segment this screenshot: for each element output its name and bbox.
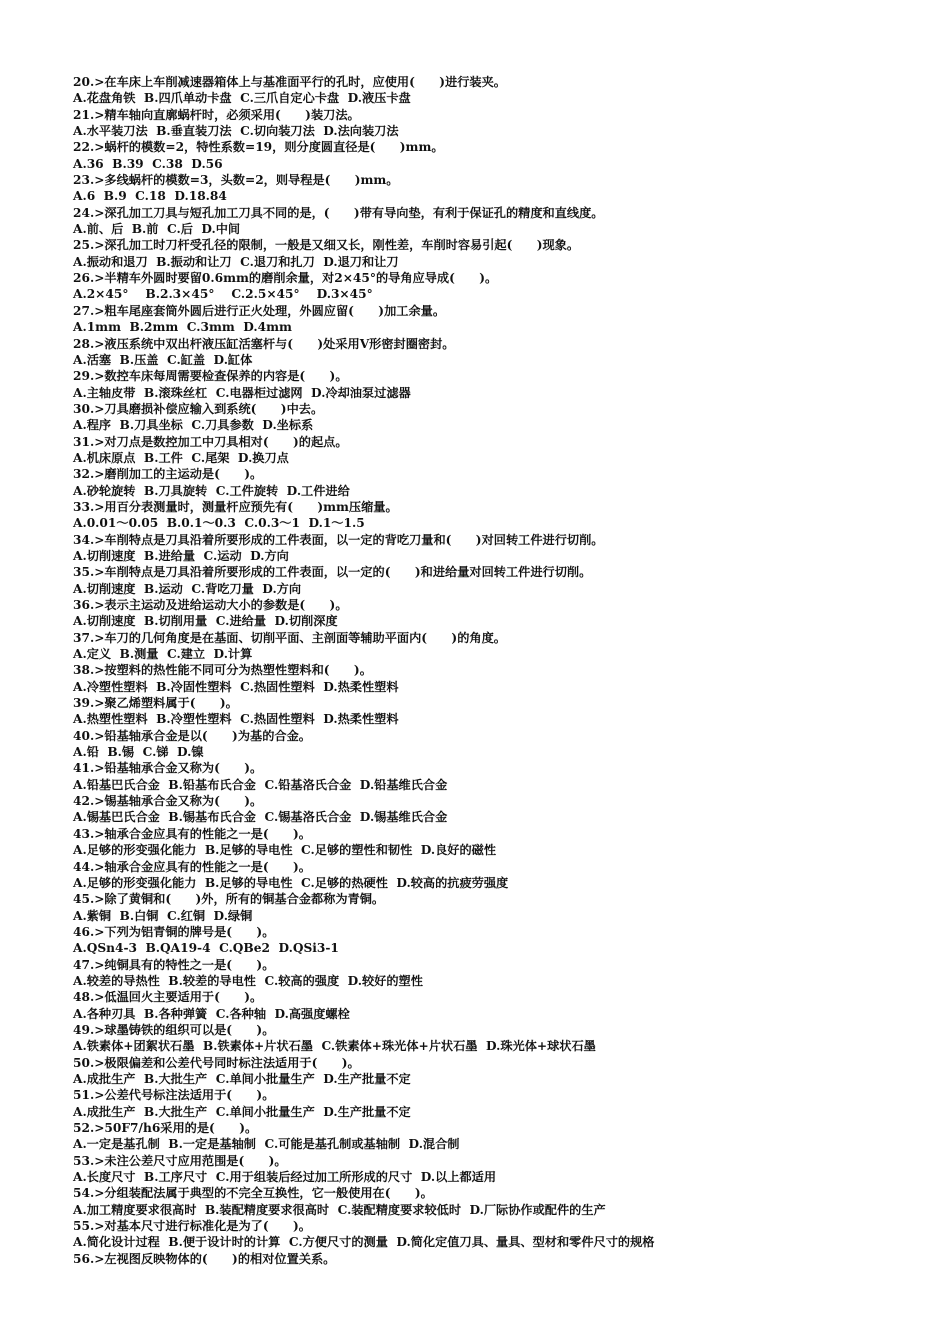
answer-options: A.锡基巴氏合金 B.锡基布氏合金 C.锡基洛氏合金 D.锡基维氏合金 — [73, 810, 448, 825]
question-text: 24.>深孔加工刀具与短孔加工刀具不同的是，( )带有导向垫，有利于保证孔的精度和直线度。 — [73, 205, 604, 220]
question-text: 21.>精车轴向直廓蜗杆时，必须采用( )装刀法。 — [73, 107, 360, 122]
question-text: 29.>数控车床每周需要检查保养的内容是( )。 — [73, 369, 348, 384]
question-text: 27.>粗车尾座套筒外圆后进行正火处理，外圆应留( )加工余量。 — [73, 303, 446, 318]
question-text: 55.>对基本尺寸进行标准化是为了( )。 — [73, 1219, 311, 1234]
answer-options: A.加工精度要求很高时 B.装配精度要求很高时 C.装配精度要求较低时 D.厂际协作或配件的生产 — [73, 1202, 606, 1217]
answer-options: A.定义 B.测量 C.建立 D.计算 — [73, 647, 253, 662]
question-text: 45.>除了黄铜和( )外，所有的铜基合金都称为青铜。 — [73, 892, 385, 907]
answer-options: A.活塞 B.压盖 C.缸盖 D.缸体 — [73, 352, 253, 367]
answer-options: A.水平装刀法 B.垂直装刀法 C.切向装刀法 D.法向装刀法 — [73, 124, 399, 139]
answer-options: A.铁素体+团絮状石墨 B.铁素体+片状石墨 C.铁素体+珠光体+片状石墨 D.珠光体+球状石墨 — [73, 1039, 596, 1054]
question-text: 31.>对刀点是数控加工中刀具相对( )的起点。 — [73, 434, 348, 449]
answer-options: A.前、后 B.前 C.后 D.中间 — [73, 222, 241, 237]
question-text: 49.>球墨铸铁的组织可以是( )。 — [73, 1022, 275, 1037]
question-text: 32.>磨削加工的主运动是( )。 — [73, 467, 263, 482]
question-text: 48.>低温回火主要适用于( )。 — [73, 990, 263, 1005]
question-text: 47.>纯铜具有的特性之一是( )。 — [73, 957, 275, 972]
answer-options: A.铅基巴氏合金 B.铅基布氏合金 C.铅基洛氏合金 D.铅基维氏合金 — [73, 777, 448, 792]
answer-options: A.一定是基孔制 B.一定是基轴制 C.可能是基孔制或基轴制 D.混合制 — [73, 1137, 460, 1152]
answer-options: A.振动和退刀 B.振动和让刀 C.退刀和扎刀 D.退刀和让刀 — [73, 254, 399, 269]
question-text: 36.>表示主运动及进给运动大小的参数是( )。 — [73, 598, 348, 612]
question-text: 41.>铅基轴承合金又称为( )。 — [73, 761, 263, 776]
answer-options: A.紫铜 B.白铜 C.红铜 D.绿铜 — [73, 908, 253, 923]
question-text: 44.>轴承合金应具有的性能之一是( )。 — [73, 859, 311, 874]
question-text: 43.>轴承合金应具有的性能之一是( )。 — [73, 826, 311, 841]
answer-options: A.铅 B.锡 C.锑 D.镍 — [73, 745, 204, 760]
question-text: 35.>车削特点是刀具沿着所要形成的工件表面，以一定的( )和进给量对回转工件进行切削。 — [73, 565, 592, 580]
question-text: 53.>未注公差尺寸应用范围是( )。 — [73, 1153, 287, 1168]
question-text: 34.>车削特点是刀具沿着所要形成的工件表面，以一定的背吃刀量和( )对回转工件进行切削。 — [73, 532, 604, 547]
question-text: 23.>多线蜗杆的模数=3，头数=2，则导程是( )mm。 — [73, 173, 399, 188]
question-text: 25.>深孔加工时刀杆受孔径的限制，一般是又细又长，刚性差，车削时容易引起( )现象。 — [73, 238, 580, 253]
answer-options: A.主轴皮带 B.滚珠丝杠 C.电器柜过滤网 D.冷却油泵过滤器 — [73, 385, 411, 400]
answer-options: A.各种刃具 B.各种弹簧 C.各种轴 D.高强度螺栓 — [73, 1006, 350, 1021]
question-text: 37.>车刀的几何角度是在基面、切削平面、主剖面等辅助平面内( )的角度。 — [73, 630, 506, 645]
answer-options: A.砂轮旋转 B.刀具旋转 C.工件旋转 D.工件进给 — [73, 483, 350, 498]
question-text: 51.>公差代号标注法适用于( )。 — [73, 1088, 275, 1103]
question-text: 30.>刀具磨损补偿应输入到系统( )中去。 — [73, 401, 324, 416]
answer-options: A.6 B.9 C.18 D.18.84 — [73, 189, 227, 204]
question-text: 20.>在车床上车削减速器箱体上与基准面平行的孔时，应使用( )进行装夹。 — [73, 75, 506, 89]
question-text: 52.>50F7/h6采用的是( )。 — [73, 1121, 258, 1135]
question-text: 39.>聚乙烯塑料属于( )。 — [73, 696, 238, 711]
question-text: 33.>用百分表测量时，测量杆应预先有( )mm压缩量。 — [73, 499, 398, 514]
answer-options: A.切削速度 B.运动 C.背吃刀量 D.方向 — [73, 581, 302, 596]
question-text: 22.>蜗杆的模数=2，特性系数=19，则分度圆直径是( )mm。 — [73, 140, 444, 155]
answer-options: A.QSn4-3 B.QA19-4 C.QBe2 D.QSi3-1 — [73, 941, 339, 956]
question-text: 28.>液压系统中双出杆液压缸活塞杆与( )处采用V形密封圈密封。 — [73, 336, 455, 351]
answer-options: A.成批生产 B.大批生产 C.单间小批量生产 D.生产批量不定 — [73, 1104, 411, 1119]
answer-options: A.机床原点 B.工件 C.尾架 D.换刀点 — [73, 450, 289, 465]
answer-options: A.较差的导热性 B.较差的导电性 C.较高的强度 D.较好的塑性 — [73, 973, 423, 988]
answer-options: A.长度尺寸 B.工序尺寸 C.用于组装后经过加工所形成的尺寸 D.以上都适用 — [73, 1170, 497, 1185]
question-list — [73, 74, 913, 1267]
answer-options: A.1mm B.2mm C.3mm D.4mm — [73, 320, 292, 335]
answer-options: A.热塑性塑料 B.冷塑性塑料 C.热固性塑料 D.热柔性塑料 — [73, 712, 399, 727]
answer-options: A.足够的形变强化能力 B.足够的导电性 C.足够的热硬性 D.较高的抗疲劳强度 — [73, 875, 509, 890]
answer-options: A.0.01～0.05 B.0.1～0.3 C.0.3～1 D.1～1.5 — [73, 516, 365, 531]
answer-options: A.36 B.39 C.38 D.56 — [73, 156, 223, 171]
answer-options: A.冷塑性塑料 B.冷固性塑料 C.热固性塑料 D.热柔性塑料 — [73, 679, 399, 694]
question-text: 26.>半精车外圆时要留0.6mm的磨削余量，对2×45°的导角应导成( )。 — [73, 271, 498, 286]
question-text: 38.>按塑料的热性能不同可分为热塑性塑料和( )。 — [73, 663, 372, 678]
answer-options: A.简化设计过程 B.便于设计时的计算 C.方便尺寸的测量 D.简化定值刀具、量具、型材和零件尺寸的规格 — [73, 1235, 655, 1250]
answer-options: A.程序 B.刀具坐标 C.刀具参数 D.坐标系 — [73, 418, 314, 433]
answer-options: A.成批生产 B.大批生产 C.单间小批量生产 D.生产批量不定 — [73, 1071, 411, 1086]
question-text: 54.>分组装配法属于典型的不完全互换性，它一般使用在( )。 — [73, 1186, 433, 1201]
question-text: 42.>锡基轴承合金又称为( )。 — [73, 794, 263, 809]
question-text: 50.>极限偏差和公差代号同时标注法适用于( )。 — [73, 1055, 360, 1070]
answer-options: A.2×45° B.2.3×45° C.2.5×45° D.3×45° — [73, 287, 373, 302]
question-text: 46.>下列为铝青铜的牌号是( )。 — [73, 924, 275, 939]
answer-options: A.切削速度 B.进给量 C.运动 D.方向 — [73, 548, 289, 563]
question-text: 40.>铅基轴承合金是以( )为基的合金。 — [73, 728, 311, 743]
answer-options: A.切削速度 B.切削用量 C.进给量 D.切削深度 — [73, 614, 338, 629]
answer-options: A.足够的形变强化能力 B.足够的导电性 C.足够的塑性和韧性 D.良好的磁性 — [73, 843, 497, 858]
question-text: 56.>左视图反映物体的( )的相对位置关系。 — [73, 1251, 336, 1266]
answer-options: A.花盘角铁 B.四爪单动卡盘 C.三爪自定心卡盘 D.液压卡盘 — [73, 91, 411, 106]
